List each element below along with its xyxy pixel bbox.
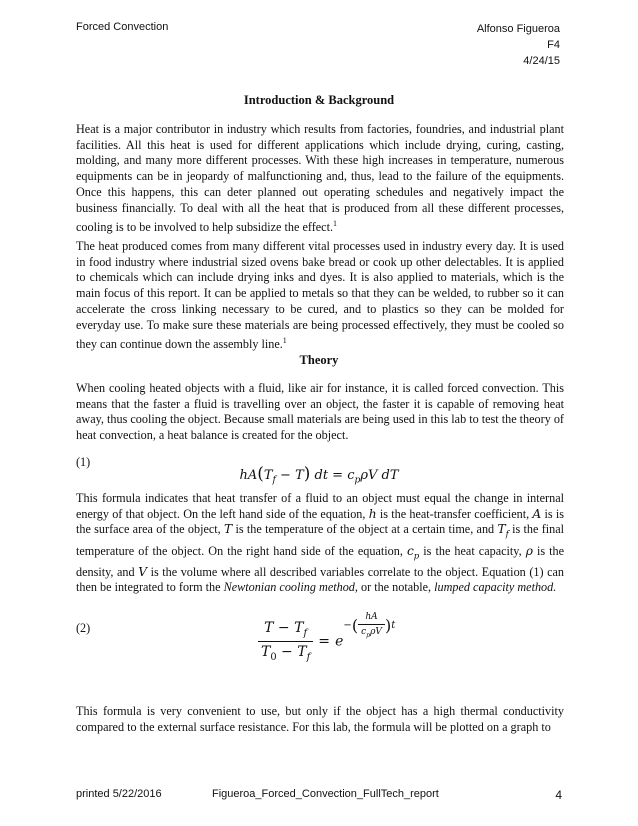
citation-ref: 1	[282, 336, 287, 346]
equation-2-label: (2)	[76, 621, 91, 635]
theory-heading: Theory	[299, 353, 339, 367]
footer-printed-date: printed 5/22/2016	[76, 788, 162, 800]
method-name-2: lumped capacity method.	[434, 580, 557, 595]
intro-paragraph-2: The heat produced comes from many different vital processes used in industry every day. It is used in food industry where industrial sized ovens bake bread or cook up other delectables. It is applied to chemicals which can include drying inks and dyes. It is also applied to materials, which is the main focus of this report. It can be applied to metals so that they can be welded, to rubber so it can accelerate the cross linking necessary to be cured, and to plastics so they can be molded for everyday use. To make sure these materials are being processed effectively, they must be cooled so they can continue down the assembly line.$^1$	[76, 239, 564, 352]
equation-1-label: (1)	[76, 455, 91, 469]
theory-paragraph-1: When cooling heated objects with a fluid, like air for instance, it is called forced convection. This means that the faster a fluid is travelling over an object, the faster it is capable of removing heat away, thus cooling the object. Because small materials are being used in this lab to test the theory of heat convection, a heat balance is created for the object.	[76, 381, 564, 443]
header-date: 4/24/15	[523, 55, 560, 67]
citation-ref: 1	[333, 219, 337, 229]
footer-filename: Figueroa_Forced_Convection_FullTech_report	[212, 788, 439, 800]
equation-1: $hA(T_f - T)$ dt = $c_p\rho V$ dT	[239, 463, 399, 486]
theory-paragraph-3: This formula is very convenient to use, but only if the object has a high thermal conductivity compared to the external surface resistance. For this lab, the formula will be plotted on a graph to	[76, 704, 564, 734]
header-section: F4	[547, 39, 560, 51]
intro-heading: Introduction & Background	[243, 93, 395, 107]
header-author: Alfonso Figueroa	[476, 23, 560, 35]
footer-page-number: 4	[555, 788, 562, 802]
intro-paragraph-1: Heat is a major contributor in industry which results from factories, foundries, and industrial plant facilities. All this heat is used for different applications which include drying, curing, casting, molding, and many more different processes. With these high increases in temperature, numerous equipments can be in jeopardy of malfunctioning and, thus, lead to the failure of the equipments. Once this happens, this can deter planned out operating schedules and negatively impact the business financially. To deal with all the heat that is produced from all these different processes, cooling is to be involved to help subsidize the effect.$^1$	[76, 122, 564, 235]
header-info	[477, 21, 560, 69]
header-title: Forced Convection	[76, 21, 169, 33]
equation-2: $\frac{T - T_f}{T_0 - T_f}$ = e−( $\frac{hA}{c_p\rho V}$ )t	[258, 620, 395, 663]
method-name-1: Newtonian cooling method,	[223, 580, 358, 595]
theory-paragraph-2: This formula indicates that heat transfer of a fluid to an object must equal the change in internal energy of that object. On the left hand side of the equation, h is the heat-transfer coefficient, A is is the surface area of the object, T is the temperature of the object at a certain time, and $T_f$ is the final temperature of the object. On the right hand side of the equation, $c_p$ is the heat capacity, ρ is the density, and V is the volume where all described variables correlate to the object. Equation (1) can then be integrated to form the Newtonian cooling method, or the notable, lumped capacity method.	[76, 491, 565, 595]
